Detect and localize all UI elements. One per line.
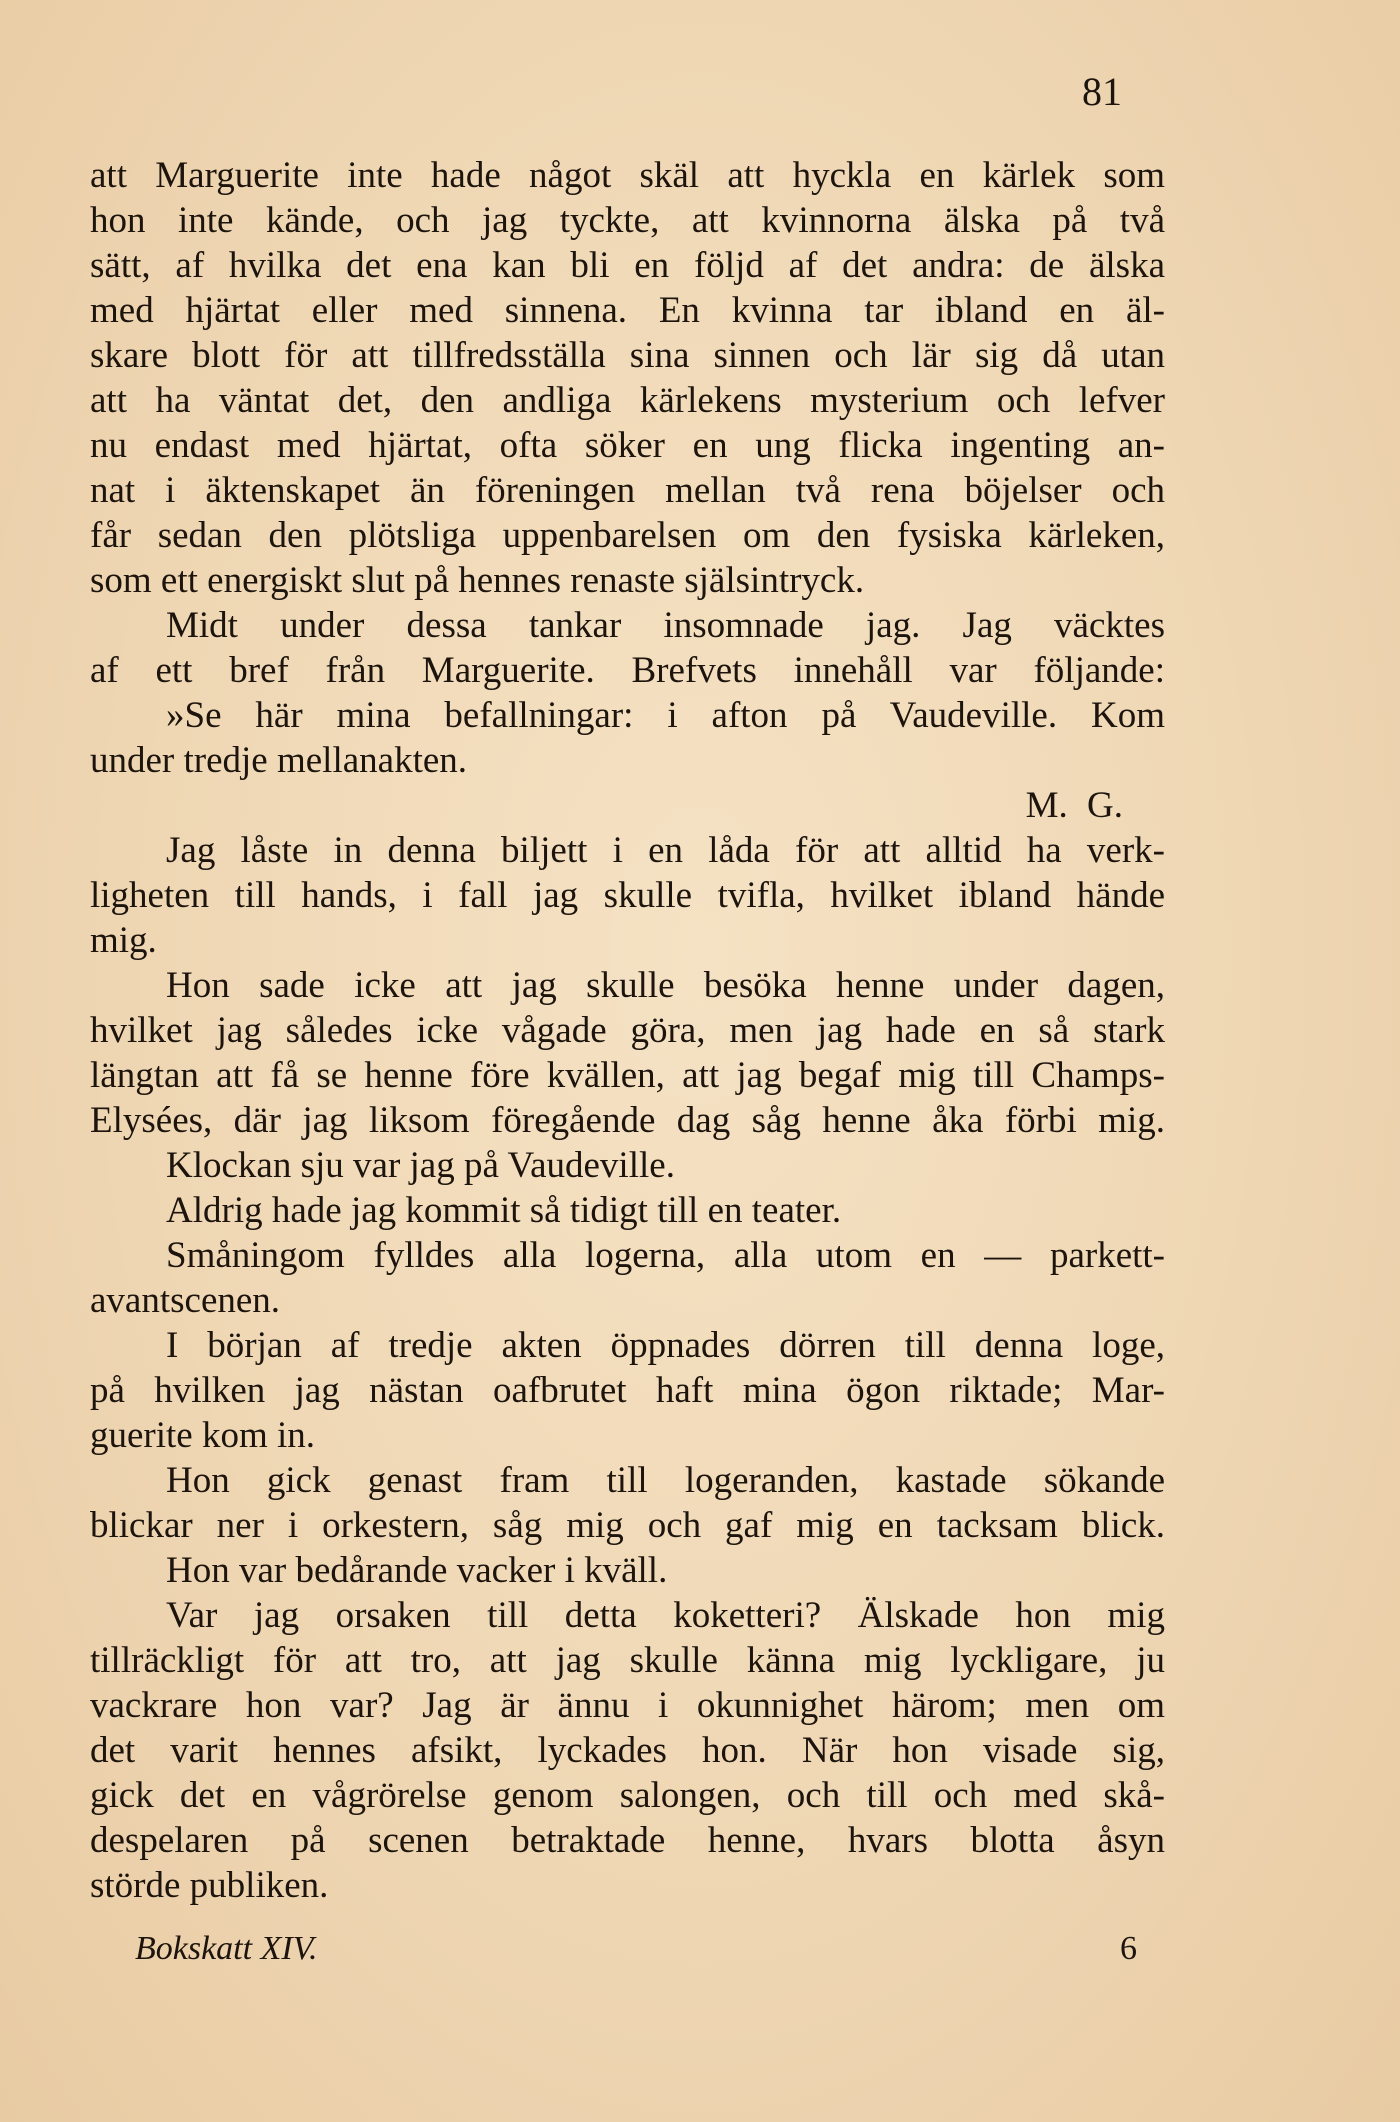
text-line: Hon var bedårande vacker i kväll. (166, 1550, 668, 1591)
text-line: vackrare hon var? Jag är ännu i okunnighet härom; men om (90, 1685, 1165, 1726)
text-line: hvilket jag således icke vågade göra, men jag hade en så stark (90, 1010, 1165, 1051)
text-line: nu endast med hjärtat, ofta söker en ung flicka ingenting an- (90, 425, 1165, 466)
text-line: blickar ner i orkestern, såg mig och gaf mig en tacksam blick. (90, 1505, 1165, 1546)
text-line: despelaren på scenen betraktade henne, hvars blotta åsyn (90, 1820, 1165, 1861)
text-line: Elysées, där jag liksom föregående dag såg henne åka förbi mig. (90, 1100, 1165, 1141)
text-line: störde publiken. (90, 1865, 329, 1906)
text-line: skare blott för att tillfredsställa sina sinnen och lär sig då utan (90, 335, 1165, 376)
text-line: hon inte kände, och jag tyckte, att kvinnorna älska på två (90, 200, 1165, 241)
text-line: Småningom fylldes alla logerna, alla utom en — parkett- (166, 1235, 1165, 1276)
text-line: längtan att få se henne före kvällen, att jag begaf mig till Champs- (90, 1055, 1165, 1096)
page-number: 81 (1082, 69, 1122, 114)
text-line: Aldrig hade jag kommit så tidigt till en teater. (166, 1190, 842, 1231)
page-footer (135, 1928, 1135, 1970)
text-line: på hvilken jag nästan oafbrutet haft mina ögon riktade; Mar- (90, 1370, 1165, 1411)
text-line: mig. (90, 920, 157, 961)
text-line: tillräckligt för att tro, att jag skulle känna mig lyckligare, ju (90, 1640, 1165, 1681)
text-line: att ha väntat det, den andliga kärlekens mysterium och lefver (90, 380, 1165, 421)
text-line: sätt, af hvilka det ena kan bli en följd af det andra: de älska (90, 245, 1165, 286)
text-line: Hon sade icke att jag skulle besöka henne under dagen, (166, 965, 1165, 1006)
text-line: avantscenen. (90, 1280, 281, 1321)
text-line: af ett bref från Marguerite. Brefvets innehåll var följande: (90, 650, 1165, 691)
text-line: får sedan den plötsliga uppenbarelsen om den fysiska kärleken, (90, 515, 1165, 556)
text-line: Hon gick genast fram till logeranden, kastade sökande (166, 1460, 1165, 1501)
body-text (90, 153, 1165, 1908)
printer-signature-mark: Bokskatt XIV. (135, 1930, 318, 1967)
text-line: som ett energiskt slut på hennes renaste själsintryck. (90, 560, 865, 601)
text-line: gick det en vågrörelse genom salongen, och till och med skå- (90, 1775, 1165, 1816)
text-line: Var jag orsaken till detta koketteri? Älskade hon mig (166, 1595, 1165, 1636)
text-line: I början af tredje akten öppnades dörren till denna loge, (166, 1325, 1165, 1366)
text-line: »Se här mina befallningar: i afton på Vaudeville. Kom (166, 695, 1165, 736)
text-line: under tredje mellanakten. (90, 740, 468, 781)
text-line: Jag låste in denna biljett i en låda för att alltid ha verk- (166, 830, 1165, 871)
text-line: M. G. (1025, 785, 1123, 826)
text-line: att Marguerite inte hade något skäl att hyckla en kärlek som (90, 155, 1165, 196)
sheet-number: 6 (1120, 1930, 1137, 1967)
text-line: guerite kom in. (90, 1415, 316, 1456)
text-line: ligheten till hands, i fall jag skulle tvifla, hvilket ibland hände (90, 875, 1165, 916)
text-line: med hjärtat eller med sinnena. En kvinna tar ibland en äl- (90, 290, 1165, 331)
text-line: Klockan sju var jag på Vaudeville. (166, 1145, 675, 1186)
text-line: det varit hennes afsikt, lyckades hon. När hon visade sig, (90, 1730, 1165, 1771)
text-line: nat i äktenskapet än föreningen mellan två rena böjelser och (90, 470, 1165, 511)
text-line: Midt under dessa tankar insomnade jag. Jag väcktes (166, 605, 1165, 646)
